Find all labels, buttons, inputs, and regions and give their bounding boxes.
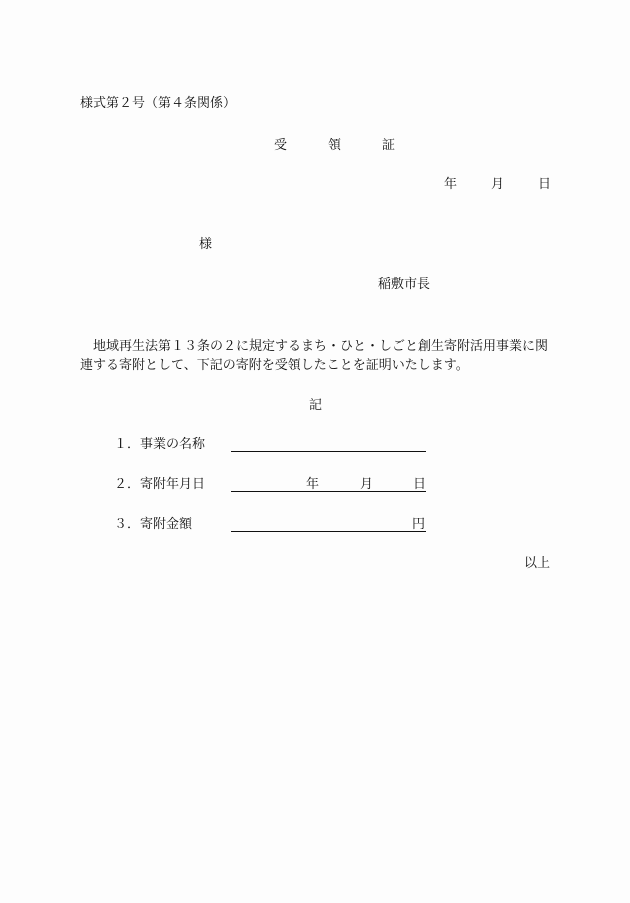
- date-year-label: 年: [444, 177, 458, 192]
- project-name-field-line: [231, 451, 426, 452]
- donation-amount-unit: 円: [412, 517, 426, 532]
- donation-day-unit: 日: [413, 477, 427, 492]
- donation-amount-field-line: [231, 531, 426, 532]
- project-name-label: １．事業の名称: [114, 437, 206, 452]
- date-month-label: 月: [491, 177, 505, 192]
- issue-date-line: [444, 178, 551, 191]
- issuer-name: 稲敷市長: [378, 277, 431, 292]
- donation-year-unit: 年: [306, 477, 320, 492]
- donation-amount-label: ３．寄附金額: [114, 517, 193, 532]
- closing-ijo: 以上: [524, 556, 551, 571]
- document-title: 受 領 証: [274, 138, 410, 153]
- certification-body-text: 地域再生法第１３条の２に規定するまち・ひと・しごと創生寄附活用事業に関連する寄附として、下記の寄附を受領したことを証明いたします。: [80, 339, 549, 373]
- donation-date-label: ２．寄附年月日: [114, 477, 206, 492]
- donation-date-field-line: [231, 491, 426, 492]
- recipient-suffix: 様: [199, 237, 213, 252]
- form-number: 様式第２号（第４条関係）: [80, 96, 237, 111]
- ki-heading: 記: [309, 398, 323, 413]
- date-day-label: 日: [538, 177, 552, 192]
- donation-month-unit: 月: [360, 477, 374, 492]
